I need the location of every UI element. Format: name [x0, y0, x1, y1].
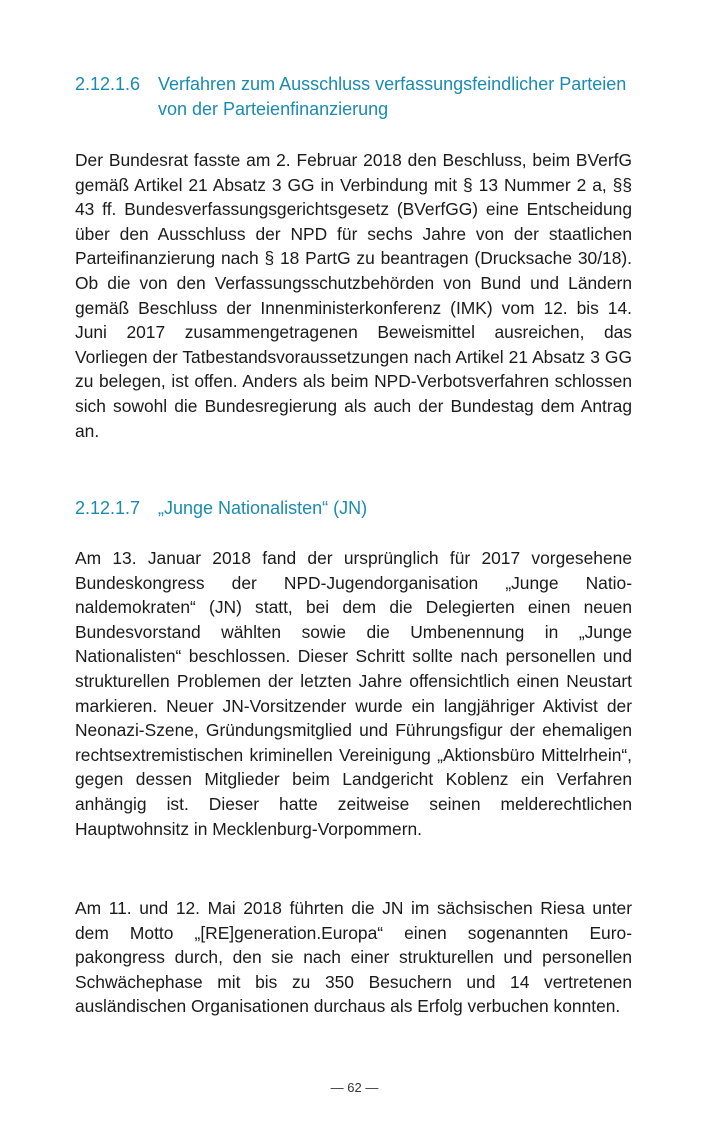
section-heading-2-12-1-6 [75, 72, 632, 122]
paragraph-jn-bundeskongress: Am 13. Januar 2018 fand der ursprünglich für 2017 vorgesehene Bundeskongress der NPD-Jugendorganisation „Junge Nationaldemokraten“ (JN) statt, bei dem die Delegierten einen neuen Bundesvorstand wählten sowie die Umbenennung in „Junge Nationalisten“ beschlossen. Dieser Schritt sollte nach personellen und strukturellen Problemen der letzten Jahre offensichtlich einen Neustart markieren. Neuer JN-Vorsitzender wurde ein langjähriger Aktivist der Neonazi-Szene, Gründungsmitglied und Führungsfigur der ehemaligen rechtsextremistischen kriminellen Vereinigung „Aktionsbüro Mittelrhein“, gegen dessen Mitglieder beim Landgericht Koblenz ein Verfahren anhängig ist. Dieser hatte zeitweise seinen melderechtlichen Hauptwohnsitz in Mecklenburg-Vorpommern. [75, 548, 632, 839]
page-number: — 62 — [330, 1080, 379, 1095]
section-number: 2.12.1.7 [75, 498, 141, 518]
paragraph-jn-europakongress: Am 11. und 12. Mai 2018 führten die JN im sächsischen Riesa unter dem Motto „[RE]generation.Europa“ einen sogenannten Europakongress durch, den sie nach einer strukturellen und personellen Schwächephase mit bis zu 350 Besuchern und 14 vertretenen ausländischen Organisationen durchaus als Erfolg verbuchen konnten. [75, 898, 632, 1017]
section-heading-2-12-1-7 [75, 496, 632, 521]
section-number: 2.12.1.6 [75, 74, 141, 94]
section-title: Verfahren zum Ausschluss verfassungsfeindlicher Parteien von der Parteienfinanzierung [158, 74, 627, 119]
section-title: „Junge Nationalisten“ (JN) [158, 498, 368, 518]
paragraph-bundesrat: Der Bundesrat fasste am 2. Februar 2018 den Beschluss, beim BVerfG gemäß Artikel 21 Absatz 3 GG in Verbindung mit § 13 Nummer 2 a, §§ 43 ff. Bundesverfassungsgerichtsgesetz (BVerfGG) eine Entscheidung über den Ausschluss der NPD für sechs Jahre von der staatlichen Parteifinanzierung nach § 18 PartG zu beantragen (Drucksache 30/18). Ob die von den Verfassungsschutzbehörden von Bund und Ländern gemäß Beschluss der Innenministerkonferenz (IMK) vom 12. bis 14. Juni 2017 zusammengetragenen Beweismittel ausreichen, das Vorliegen der Tatbestandsvoraussetzungen nach Artikel 21 Absatz 3 GG zu belegen, ist offen. Anders als beim NPD-Verbotsverfahren schlossen sich sowohl die Bundesregierung als auch der Bundestag dem Antrag an. [75, 150, 632, 441]
